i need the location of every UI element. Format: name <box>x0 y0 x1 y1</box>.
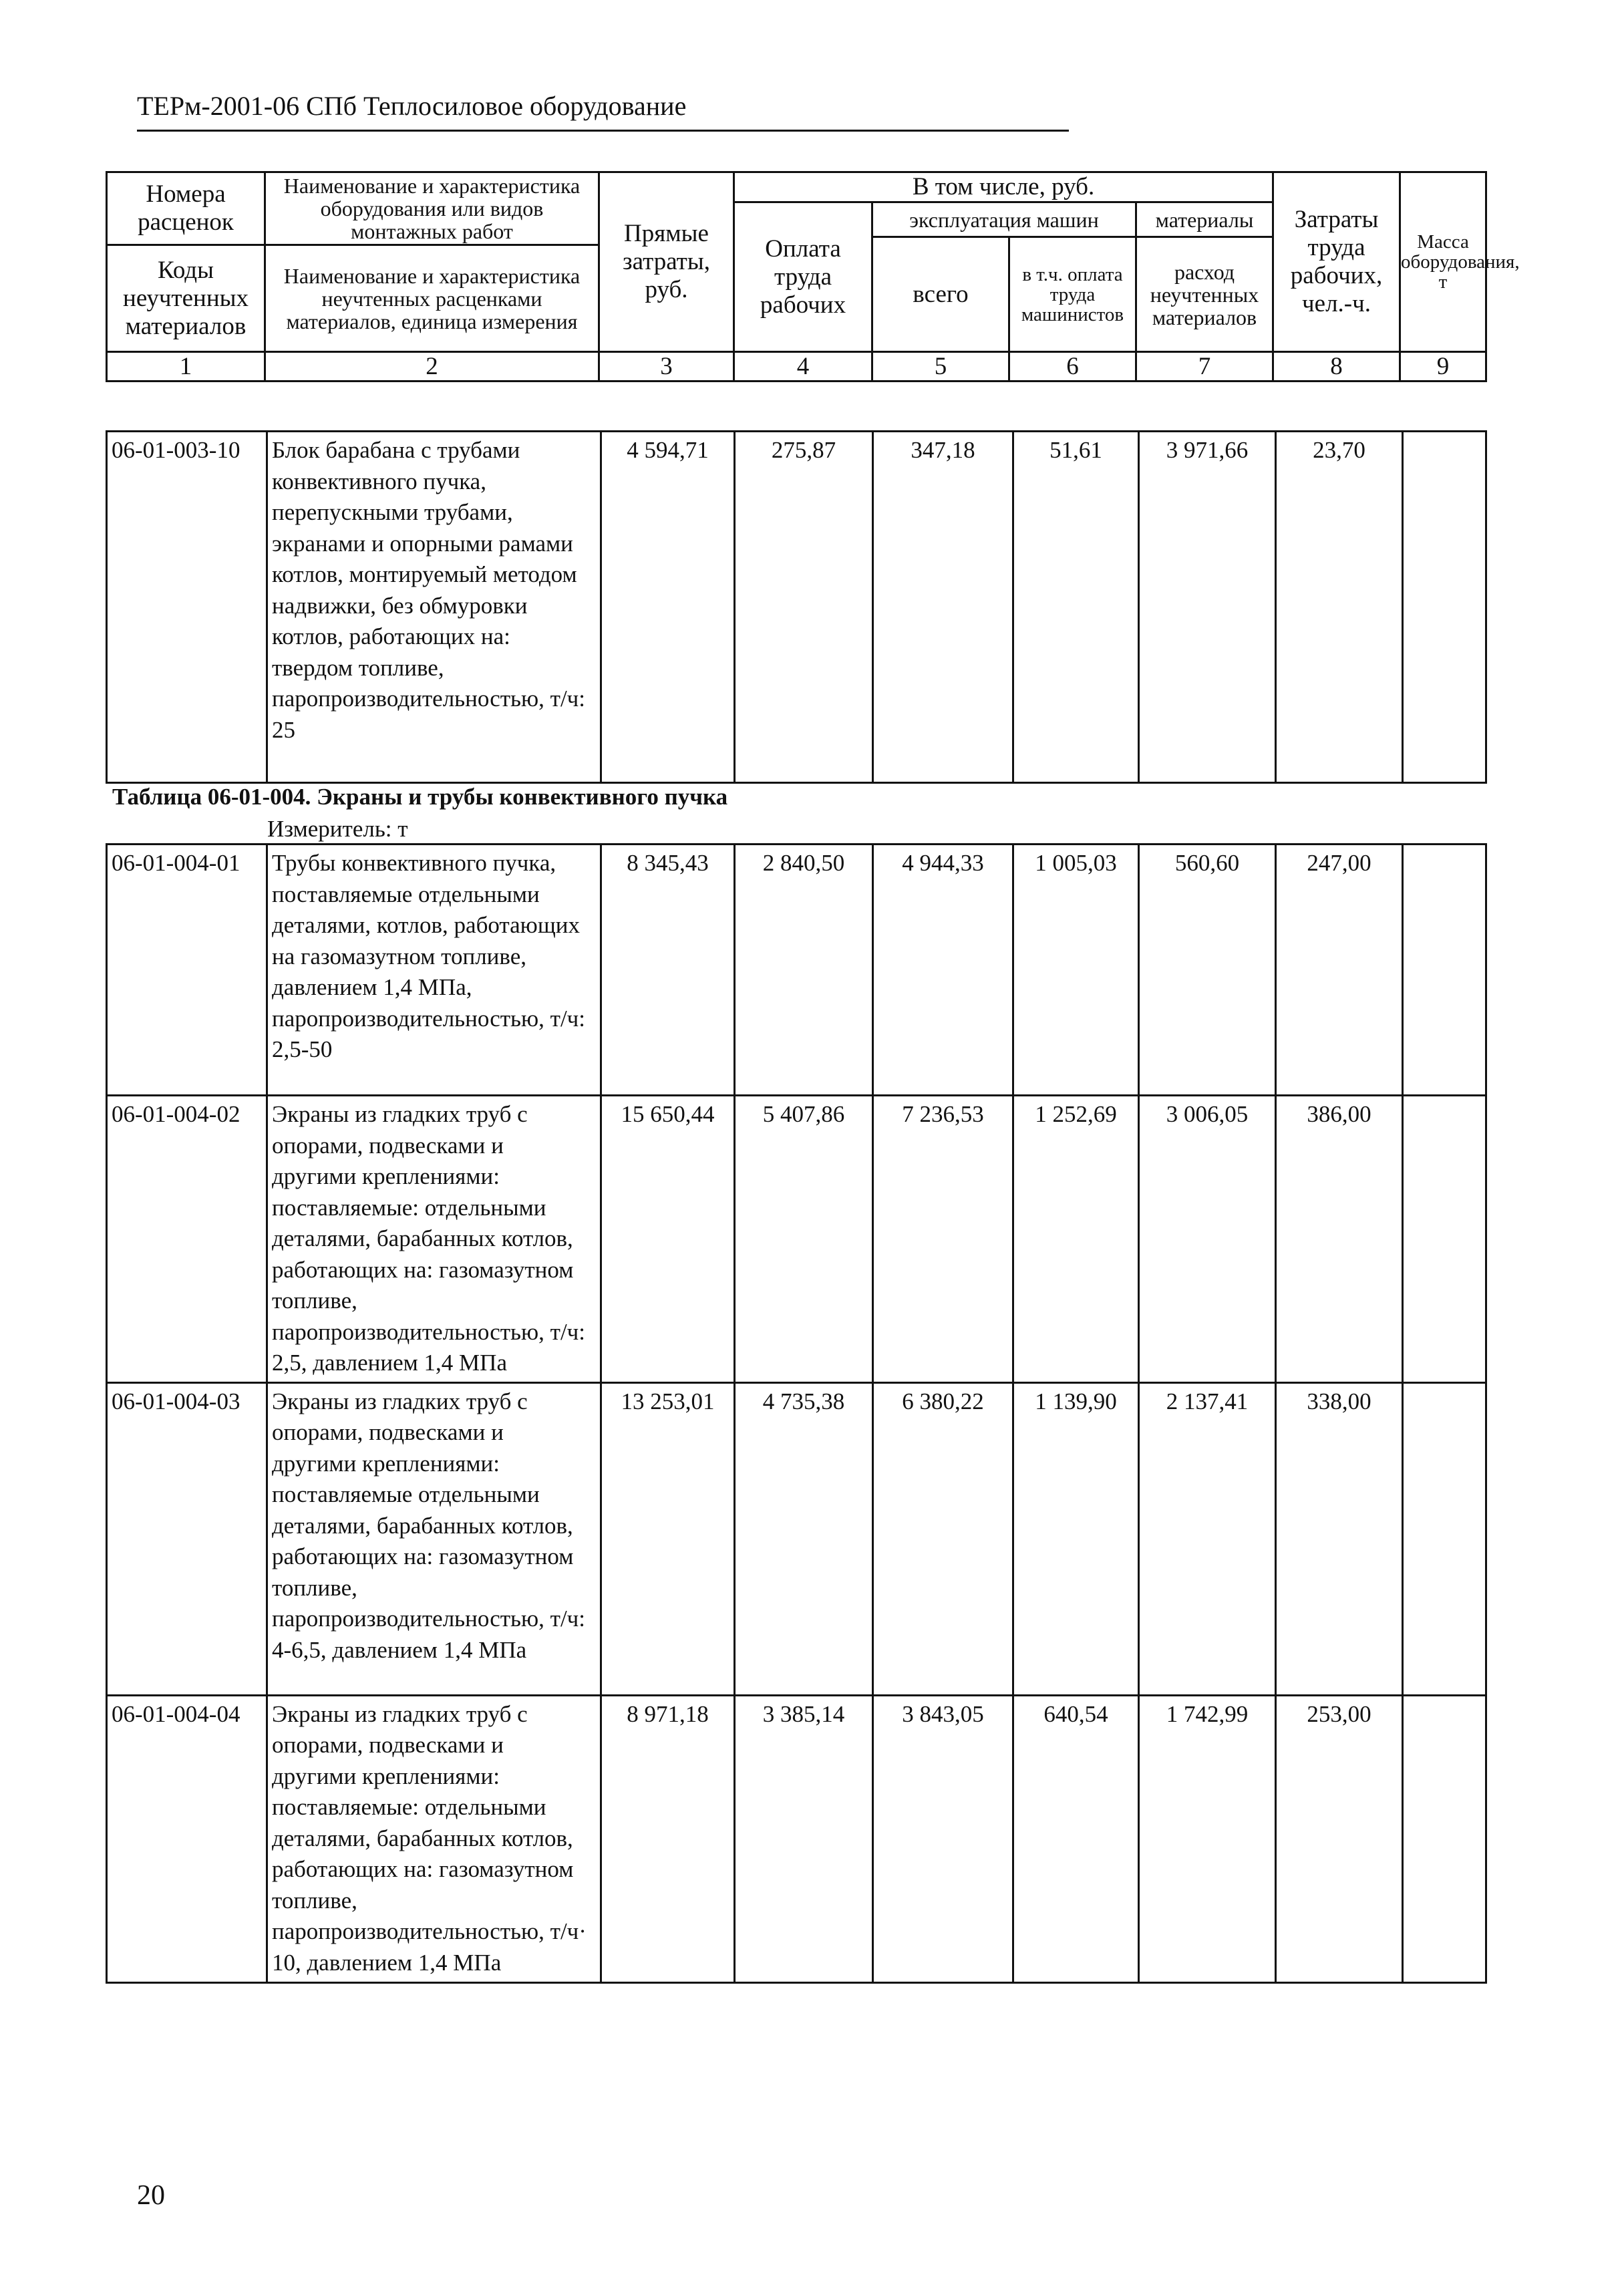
column-number: 6 <box>1009 352 1136 382</box>
materials-cost: 560,60 <box>1139 845 1276 1096</box>
column-number: 2 <box>265 352 599 382</box>
direct-costs: 13 253,01 <box>601 1382 735 1695</box>
table-row <box>107 1096 1486 1383</box>
rate-code: 06-01-004-04 <box>107 1695 267 1982</box>
rate-description <box>267 1096 601 1383</box>
description-line: деталями, барабанных котлов, <box>272 1225 573 1251</box>
description-line: опорами, подвесками и <box>272 1132 504 1159</box>
table-row <box>107 432 1486 783</box>
machinists-wages: 1 252,69 <box>1013 1096 1139 1383</box>
description-line: 25 <box>272 716 295 743</box>
materials-cost: 2 137,41 <box>1139 1382 1276 1695</box>
column-number: 7 <box>1136 352 1273 382</box>
labor-hours: 338,00 <box>1276 1382 1403 1695</box>
description-line: работающих на: газомазутном <box>272 1543 574 1569</box>
rate-code: 06-01-003-10 <box>107 432 267 783</box>
description-line: топливе, <box>272 1887 357 1914</box>
col4-header: Оплата труда рабочих <box>734 202 872 352</box>
rate-description <box>267 1695 601 1982</box>
rate-code: 06-01-004-02 <box>107 1096 267 1383</box>
machinists-wages: 640,54 <box>1013 1695 1139 1982</box>
description-line: паропроизводительностью, т/ч: <box>272 1318 586 1345</box>
description-line: 2,5, давлением 1,4 МПа <box>272 1350 507 1376</box>
equipment-mass <box>1403 432 1486 783</box>
description-line: 4-6,5, давлением 1,4 МПа <box>272 1636 527 1663</box>
rate-description <box>267 432 601 783</box>
description-line: давлением 1,4 МПа, <box>272 974 472 1000</box>
machines-total: 4 944,33 <box>873 845 1013 1096</box>
labor-hours: 253,00 <box>1276 1695 1403 1982</box>
column-number: 5 <box>872 352 1009 382</box>
equipment-mass <box>1403 1695 1486 1982</box>
description-line: котлов, работающих на: <box>272 623 510 649</box>
description-line: поставляемые: отдельными <box>272 1194 546 1221</box>
worker-wages: 275,87 <box>735 432 873 783</box>
table-row <box>107 1382 1486 1695</box>
column-number: 1 <box>107 352 265 382</box>
table-title: Таблица 06-01-004. Экраны и трубы конвективного пучка <box>112 784 728 810</box>
machines-total: 347,18 <box>873 432 1013 783</box>
machinists-wages: 1 139,90 <box>1013 1382 1139 1695</box>
col8-header: Затраты труда рабочих, чел.-ч. <box>1273 172 1400 352</box>
description-line: другими креплениями: <box>272 1163 500 1189</box>
col1-top-header: Номера расценок <box>107 172 265 245</box>
unit-of-measure: Измеритель: т <box>267 816 408 842</box>
description-line: работающих на: газомазутном <box>272 1856 574 1882</box>
header-rule <box>137 130 1069 132</box>
description-line: перепускными трубами, <box>272 499 513 525</box>
description-line: деталями, котлов, работающих <box>272 912 580 938</box>
description-line: поставляемые отдельными <box>272 1481 540 1507</box>
description-line: паропроизводительностью, т/ч: <box>272 1005 586 1032</box>
col5-header: всего <box>872 237 1009 352</box>
description-line: деталями, барабанных котлов, <box>272 1825 573 1851</box>
description-line: опорами, подвесками и <box>272 1419 504 1445</box>
description-line: работающих на: газомазутном <box>272 1256 574 1283</box>
col3-header: Прямые затраты, руб. <box>599 172 734 352</box>
column-number: 9 <box>1400 352 1486 382</box>
description-line: котлов, монтируемый методом <box>272 561 577 587</box>
equipment-mass <box>1403 1382 1486 1695</box>
rate-description <box>267 1382 601 1695</box>
page-header-title: ТЕРм-2001-06 СПб Теплосиловое оборудование <box>137 91 687 121</box>
col1-bottom-header: Коды неучтенных материалов <box>107 245 265 352</box>
description-line: паропроизводительностью, т/ч· <box>272 1918 587 1944</box>
equipment-mass <box>1403 1096 1486 1383</box>
description-line: Трубы конвективного пучка, <box>272 850 556 876</box>
description-line: паропроизводительностью, т/ч: <box>272 1606 586 1632</box>
description-line: Экраны из гладких труб с <box>272 1700 528 1727</box>
materials-cost: 3 971,66 <box>1139 432 1276 783</box>
direct-costs: 4 594,71 <box>601 432 735 783</box>
machinists-wages: 1 005,03 <box>1013 845 1139 1096</box>
description-line: топливе, <box>272 1287 357 1314</box>
labor-hours: 386,00 <box>1276 1096 1403 1383</box>
description-line: топливе, <box>272 1574 357 1601</box>
column-header-table <box>106 171 1520 382</box>
description-line: конвективного пучка, <box>272 468 486 494</box>
col6-header: в т.ч. оплата труда машинистов <box>1009 237 1136 352</box>
labor-hours: 23,70 <box>1276 432 1403 783</box>
col7-header: расход неучтенных материалов <box>1136 237 1273 352</box>
description-line: 10, давлением 1,4 МПа <box>272 1949 502 1976</box>
rate-code: 06-01-004-03 <box>107 1382 267 1695</box>
description-line: поставляемые отдельными <box>272 881 540 907</box>
worker-wages: 4 735,38 <box>735 1382 873 1695</box>
group-header: В том числе, руб. <box>734 172 1273 202</box>
description-line: деталями, барабанных котлов, <box>272 1512 573 1539</box>
description-line: 2,5-50 <box>272 1036 333 1062</box>
direct-costs: 8 345,43 <box>601 845 735 1096</box>
equipment-mass <box>1403 845 1486 1096</box>
col9-header: Масса оборудования, т <box>1400 172 1486 352</box>
machines-total: 7 236,53 <box>873 1096 1013 1383</box>
machines-header: эксплуатация машин <box>872 202 1136 237</box>
machines-total: 3 843,05 <box>873 1695 1013 1982</box>
machinists-wages: 51,61 <box>1013 432 1139 783</box>
description-line: поставляемые: отдельными <box>272 1794 546 1820</box>
description-line: на газомазутном топливе, <box>272 943 527 969</box>
table-row <box>107 845 1486 1096</box>
description-line: надвижки, без обмуровки <box>272 592 528 619</box>
direct-costs: 8 971,18 <box>601 1695 735 1982</box>
column-number: 4 <box>734 352 872 382</box>
materials-header: материалы <box>1136 202 1273 237</box>
description-line: опорами, подвесками и <box>272 1732 504 1758</box>
machines-total: 6 380,22 <box>873 1382 1013 1695</box>
worker-wages: 5 407,86 <box>735 1096 873 1383</box>
table-row <box>107 1695 1486 1982</box>
table-06-01-004 <box>106 843 1487 1984</box>
column-number: 8 <box>1273 352 1400 382</box>
rate-code: 06-01-004-01 <box>107 845 267 1096</box>
labor-hours: 247,00 <box>1276 845 1403 1096</box>
page-number: 20 <box>137 2180 165 2211</box>
col2-top-header: Наименование и характеристика оборудования или видов монтажных работ <box>265 172 599 245</box>
worker-wages: 3 385,14 <box>735 1695 873 1982</box>
worker-wages: 2 840,50 <box>735 845 873 1096</box>
description-line: экранами и опорными рамами <box>272 530 573 557</box>
rate-description <box>267 845 601 1096</box>
description-line: Экраны из гладких труб с <box>272 1101 528 1127</box>
description-line: другими креплениями: <box>272 1450 500 1477</box>
description-line: твердом топливе, <box>272 654 444 681</box>
table-06-01-003 <box>106 430 1487 784</box>
materials-cost: 1 742,99 <box>1139 1695 1276 1982</box>
col2-bottom-header: Наименование и характеристика неучтенных расценками материалов, единица измерения <box>265 245 599 352</box>
direct-costs: 15 650,44 <box>601 1096 735 1383</box>
column-number: 3 <box>599 352 734 382</box>
description-line: Блок барабана с трубами <box>272 437 520 463</box>
description-line: Экраны из гладких труб с <box>272 1388 528 1414</box>
description-line: паропроизводительностью, т/ч: <box>272 686 586 712</box>
materials-cost: 3 006,05 <box>1139 1096 1276 1383</box>
description-line: другими креплениями: <box>272 1763 500 1789</box>
